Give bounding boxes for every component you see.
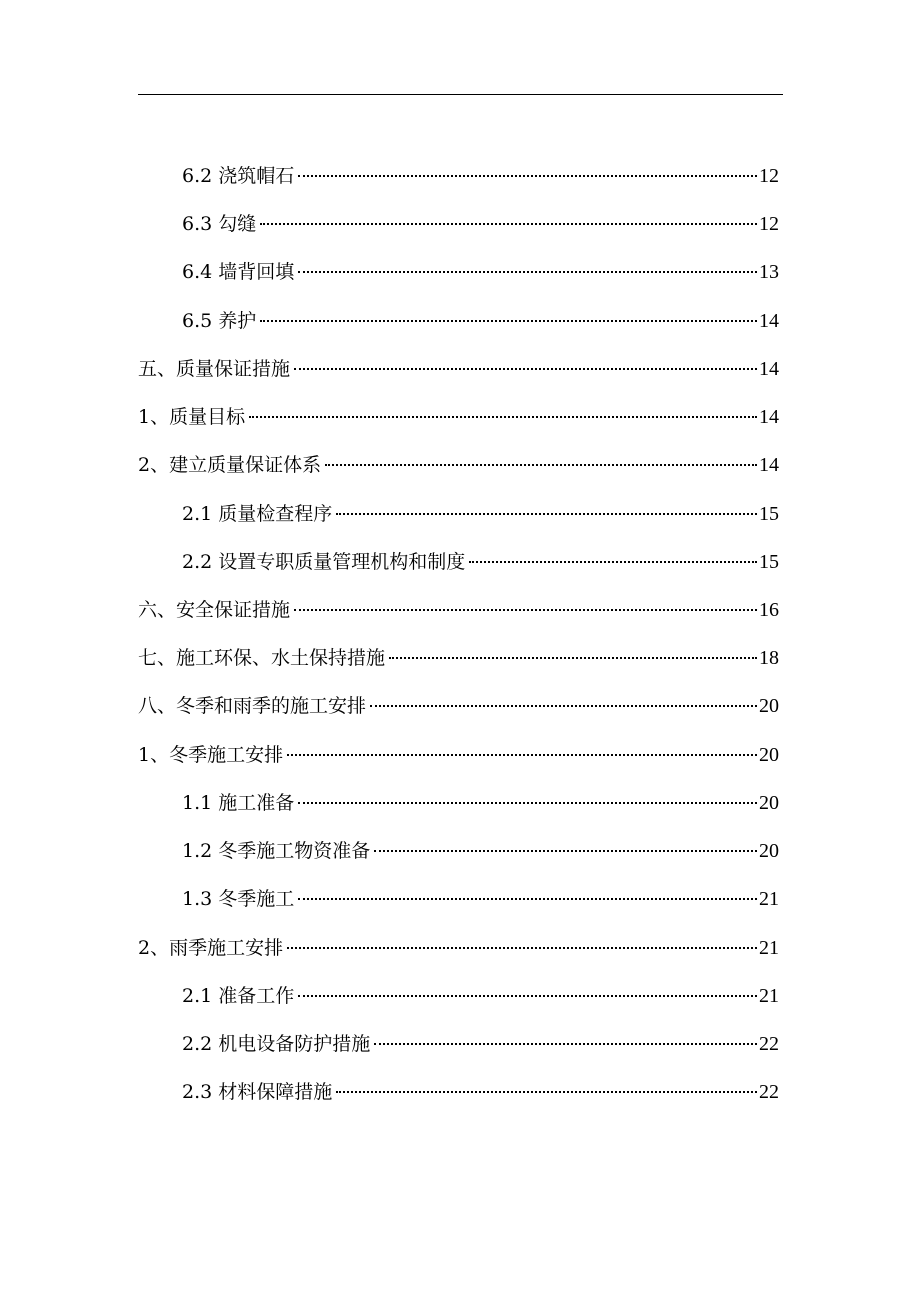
toc-dot-leader <box>374 1043 757 1045</box>
toc-entry-title: 2.2 设置专职质量管理机构和制度 <box>182 551 466 573</box>
toc-page-number: 21 <box>759 888 779 910</box>
toc-entry[interactable] <box>182 306 779 336</box>
toc-dot-leader <box>249 416 757 418</box>
toc-dot-leader <box>336 1091 757 1093</box>
toc-dot-leader <box>298 898 757 900</box>
toc-dot-leader <box>325 464 757 466</box>
toc-page-number: 18 <box>759 647 779 669</box>
toc-entry[interactable] <box>182 788 779 818</box>
toc-page-number: 14 <box>759 310 779 332</box>
toc-entry-title: 6.2 浇筑帽石 <box>182 165 295 187</box>
toc-page-number: 14 <box>759 454 779 476</box>
toc-page-number: 22 <box>759 1033 779 1055</box>
toc-page-number: 22 <box>759 1081 779 1103</box>
toc-entry-title: 2.1 准备工作 <box>182 985 295 1007</box>
toc-entry[interactable] <box>182 161 779 191</box>
toc-entry[interactable] <box>182 499 779 529</box>
toc-page-number: 20 <box>759 792 779 814</box>
toc-entry-title: 2.3 材料保障措施 <box>182 1081 333 1103</box>
toc-entry-title: 2.2 机电设备防护措施 <box>182 1033 371 1055</box>
toc-dot-leader <box>389 657 757 659</box>
toc-page-number: 15 <box>759 551 779 573</box>
toc-entry-title: 1.1 施工准备 <box>182 792 295 814</box>
toc-entry[interactable] <box>138 450 779 480</box>
toc-entry[interactable] <box>182 547 779 577</box>
toc-entry-title: 七、施工环保、水土保持措施 <box>138 647 386 669</box>
toc-entry-title: 6.4 墙背回填 <box>182 261 295 283</box>
toc-dot-leader <box>287 754 757 756</box>
toc-dot-leader <box>336 513 757 515</box>
toc-entry[interactable] <box>182 209 779 239</box>
toc-page-number: 20 <box>759 840 779 862</box>
toc-entry[interactable] <box>182 1077 779 1107</box>
toc-page-number: 12 <box>759 213 779 235</box>
toc-entry[interactable] <box>138 595 779 625</box>
toc-entry[interactable] <box>138 402 779 432</box>
toc-page-number: 15 <box>759 503 779 525</box>
toc-page-number: 14 <box>759 358 779 380</box>
toc-dot-leader <box>287 947 757 949</box>
toc-entry-title: 五、质量保证措施 <box>138 358 291 380</box>
toc-entry[interactable] <box>138 933 779 963</box>
toc-dot-leader <box>469 561 757 563</box>
toc-dot-leader <box>298 995 757 997</box>
toc-entry-title: 1.2 冬季施工物资准备 <box>182 840 371 862</box>
toc-entry-title: 1.3 冬季施工 <box>182 888 295 910</box>
toc-page-number: 20 <box>759 744 779 766</box>
toc-entry-title: 6.3 勾缝 <box>182 213 257 235</box>
toc-entry-title: 6.5 养护 <box>182 310 257 332</box>
toc-entry[interactable] <box>138 691 779 721</box>
toc-entry[interactable] <box>182 1029 779 1059</box>
toc-dot-leader <box>260 320 757 322</box>
toc-entry-title: 2、建立质量保证体系 <box>138 454 322 476</box>
toc-page-number: 12 <box>759 165 779 187</box>
toc-entry[interactable] <box>182 884 779 914</box>
toc-entry[interactable] <box>138 740 779 770</box>
toc-page-number: 21 <box>759 937 779 959</box>
toc-entry[interactable] <box>182 836 779 866</box>
toc-page-number: 16 <box>759 599 779 621</box>
toc-dot-leader <box>294 368 757 370</box>
toc-dot-leader <box>374 850 757 852</box>
toc-entry-title: 1、质量目标 <box>138 406 246 428</box>
toc-dot-leader <box>294 609 757 611</box>
toc-entry[interactable] <box>138 643 779 673</box>
toc-entry[interactable] <box>138 354 779 384</box>
toc-entry-title: 2.1 质量检查程序 <box>182 503 333 525</box>
toc-entry-title: 八、冬季和雨季的施工安排 <box>138 695 367 717</box>
toc-dot-leader <box>298 271 757 273</box>
toc-entry[interactable] <box>182 981 779 1011</box>
toc-dot-leader <box>298 802 757 804</box>
toc-entry[interactable] <box>182 257 779 287</box>
toc-page-number: 20 <box>759 695 779 717</box>
toc-entry-title: 1、冬季施工安排 <box>138 744 284 766</box>
toc-dot-leader <box>298 175 757 177</box>
toc-dot-leader <box>260 223 757 225</box>
toc-entry-title: 2、雨季施工安排 <box>138 937 284 959</box>
toc-dot-leader <box>370 705 757 707</box>
header-rule <box>138 94 783 95</box>
toc-page-number: 14 <box>759 406 779 428</box>
toc-page-number: 21 <box>759 985 779 1007</box>
toc-page-number: 13 <box>759 261 779 283</box>
toc-entry-title: 六、安全保证措施 <box>138 599 291 621</box>
